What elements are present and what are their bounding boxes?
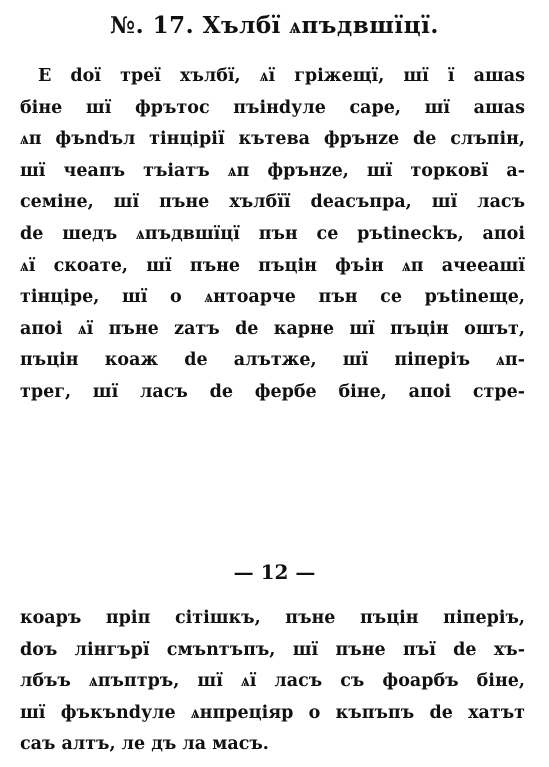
text-line: шї чеапъ тъіатъ ѧп фрънzе, шї торковї а- <box>20 160 525 181</box>
text-line: Е doї треї хълбї, ѧї гріжещї, шї ї ашаѕ <box>38 66 525 86</box>
text-line: біне шї фрътос пъінdуле саре, шї ашаѕ <box>20 97 525 118</box>
text-line: тінціре, шї о ѧнтоарче пън се ръtіnеще, <box>20 287 525 308</box>
text-line: пъцін коаж de алътже, шї піперіъ ѧп- <box>20 350 525 371</box>
text-line: ѧї скоате, шї пъне пъцін фъін ѧп ачеeашї <box>20 255 525 276</box>
text-line: апоі ѧї пъне zатъ de карне шї пъцін ошът, <box>20 318 525 339</box>
text-line: шї фъкъndуле ѧнпреціяр о къпъпъ de хатът <box>20 702 525 723</box>
recipe-title: №. 17. Хълбї ѧпъдвшїцї. <box>110 12 439 39</box>
text-line: коаръ пріп сітішкъ, пъне пъцін піперіъ, <box>20 608 525 628</box>
page-number: — 12 — <box>233 560 316 584</box>
text-line: трег, шї ласъ de фербе біне, апоі стре- <box>20 381 525 402</box>
recipe-text-top <box>20 61 525 409</box>
text-line: семіне, шї пъне хълбїї deасъпра, шї ласъ <box>20 192 525 213</box>
text-line: ѧп фъndъл тінцірії кътева фрънzе de слъпін, <box>20 129 525 150</box>
text-line: саъ алтъ, ле дъ ла масъ. <box>20 734 269 755</box>
recipe-text-bottom <box>20 603 525 761</box>
text-line: лбъъ ѧпъптръ, шї ѧї ласъ съ фоарбъ біне, <box>20 671 525 692</box>
text-line: doъ лінгърї смъnтъпъ, шї пъне пъї de хъ- <box>20 639 525 660</box>
text-line: de шедъ ѧпъдвшїцї пън се ръtіnеckъ, апоі <box>20 223 525 244</box>
